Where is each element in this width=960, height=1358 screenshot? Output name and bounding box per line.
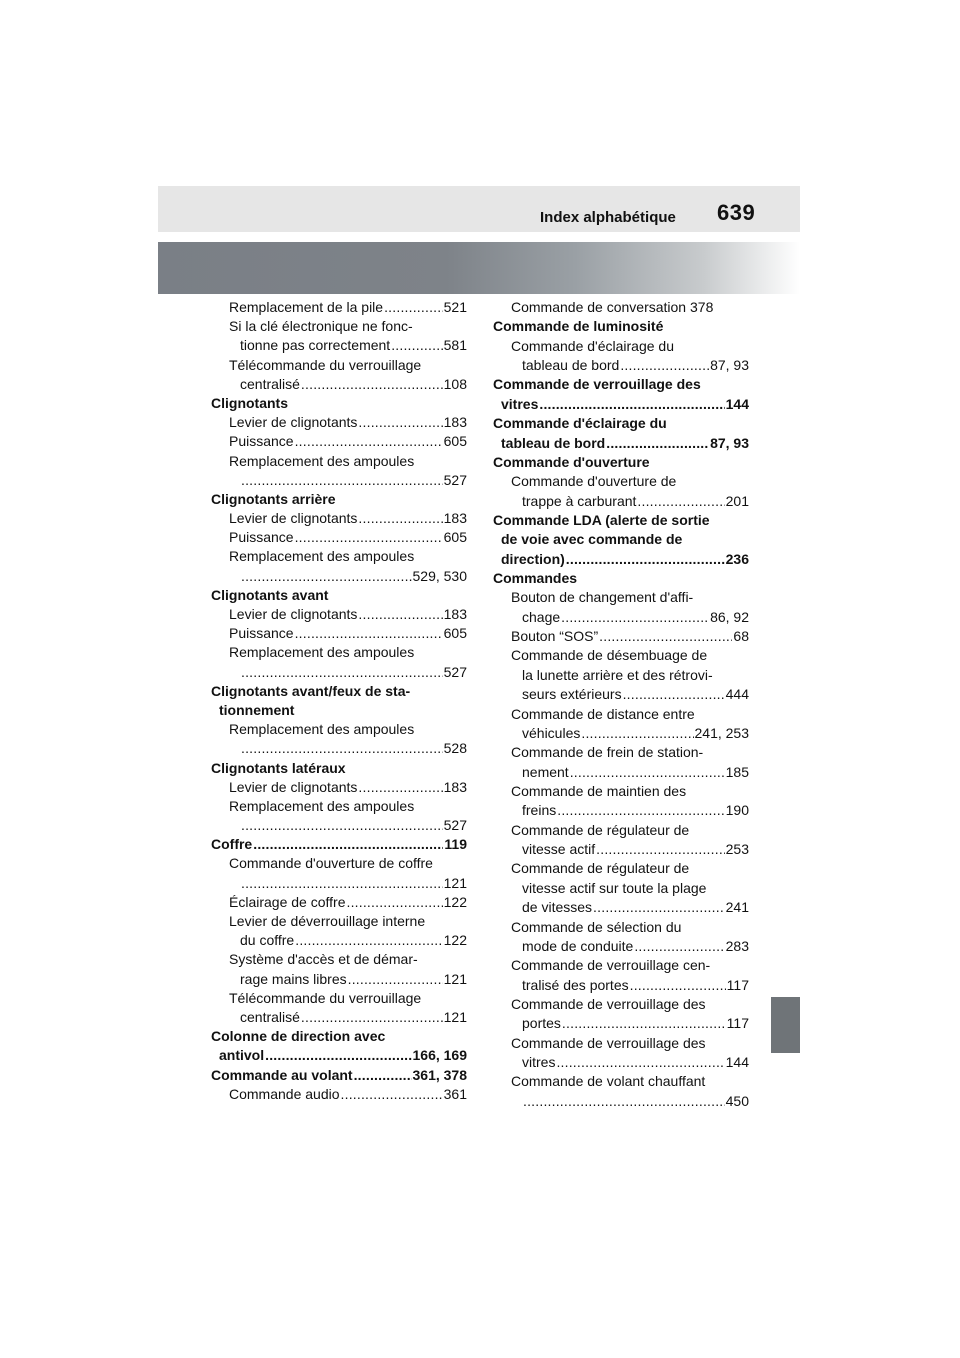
index-page-ref: 527 <box>443 663 467 680</box>
index-entry <box>493 937 749 956</box>
index-entry <box>493 666 749 685</box>
index-entry <box>211 452 467 471</box>
index-entry <box>211 528 467 547</box>
index-entry-text: seurs extérieurs <box>522 686 622 703</box>
index-entry-text: Bouton “SOS” <box>511 628 599 645</box>
index-page-ref: 87, 93 <box>710 434 749 451</box>
index-entry-text: Commande de conversation <box>511 299 687 315</box>
index-entry-text: Commande d'ouverture <box>493 453 650 470</box>
index-page-ref: 121 <box>443 970 467 987</box>
dot-leader <box>358 605 442 624</box>
index-entry-text: Bouton de changement d'affi- <box>511 589 694 606</box>
dot-leader <box>634 937 724 956</box>
index-entry-text: mode de conduite <box>522 937 634 954</box>
index-entry-text: Remplacement des ampoules <box>229 797 415 814</box>
dot-leader <box>265 1046 411 1065</box>
index-entry <box>493 646 749 665</box>
index-page-ref: 253 <box>725 841 749 858</box>
dot-leader <box>637 492 724 511</box>
page-title: Index alphabétique <box>540 209 676 226</box>
dot-leader <box>596 840 725 859</box>
dot-leader <box>562 1014 726 1033</box>
index-entry-text: Commande d'ouverture de coffre <box>229 855 433 872</box>
index-entry <box>211 624 467 643</box>
index-entry-text: portes <box>522 1015 561 1032</box>
index-entry-text: Levier de clignotants <box>229 778 358 795</box>
index-entry-text: Système d'accès et de démar- <box>229 951 418 968</box>
index-entry <box>493 356 749 375</box>
index-entry <box>211 490 467 509</box>
index-entry-text: vitesse actif <box>522 841 596 858</box>
header-band <box>158 186 800 232</box>
index-entry-text: Levier de déverrouillage interne <box>229 913 426 929</box>
index-entry-text: de voie avec commande de <box>501 531 683 548</box>
index-entry <box>493 763 749 782</box>
index-entry-text: Remplacement des ampoules <box>229 644 415 661</box>
index-page-ref: 190 <box>725 802 749 819</box>
index-entry-text: Commande LDA (alerte de sortie <box>493 511 710 528</box>
index-page-ref: 201 <box>725 492 749 509</box>
index-page-ref: 283 <box>725 937 749 954</box>
index-entry <box>211 778 467 797</box>
index-entry <box>493 918 749 937</box>
index-entry <box>493 337 749 356</box>
dot-leader <box>561 608 709 627</box>
dot-leader <box>630 976 726 995</box>
index-entry-text: Remplacement des ampoules <box>229 721 415 738</box>
index-entry-text: Coffre <box>211 836 253 853</box>
index-entry-text: Commande de verrouillage des <box>493 376 701 393</box>
index-entry <box>493 434 749 453</box>
index-entry-text: Commande de désembuage de <box>511 647 708 664</box>
index-entry <box>493 724 749 743</box>
index-entry <box>211 701 467 720</box>
index-entry-text: Commande au volant <box>211 1066 353 1083</box>
index-entry <box>493 1092 749 1111</box>
section-thumb-tab <box>771 997 800 1053</box>
index-entry-text: Levier de clignotants <box>229 414 358 431</box>
index-entry <box>493 879 749 898</box>
index-entry-text: vitres <box>522 1054 556 1071</box>
index-entry <box>493 821 749 840</box>
dot-leader <box>557 801 724 820</box>
dot-leader <box>556 1053 724 1072</box>
index-entry <box>211 356 467 375</box>
dot-leader <box>384 298 443 317</box>
index-entry-text: Télécommande du verrouillage <box>229 989 422 1006</box>
index-entry-text: Commande de frein de station- <box>511 744 704 761</box>
dot-leader <box>358 778 442 797</box>
index-entry-text: Commande d'ouverture de <box>511 473 677 490</box>
section-banner <box>158 242 800 294</box>
index-entry-text: Clignotants <box>211 394 288 411</box>
dot-leader <box>354 1066 412 1085</box>
index-entry-text: Puissance <box>229 625 294 642</box>
index-entry <box>211 720 467 739</box>
index-entry <box>211 509 467 528</box>
index-page-ref: 529, 530 <box>412 567 467 584</box>
index-entry <box>211 317 467 336</box>
index-page-ref: 605 <box>443 433 467 450</box>
index-entry <box>211 835 467 854</box>
index-entry-text: Commande de verrouillage cen- <box>511 957 711 974</box>
index-entry-text: antivol <box>219 1047 265 1064</box>
index-entry-text: Éclairage de coffre <box>229 893 346 910</box>
index-entry <box>211 567 467 586</box>
index-entry <box>211 854 467 873</box>
dot-leader <box>241 874 443 893</box>
index-entry-text: direction) <box>501 550 565 567</box>
index-entry <box>493 705 749 724</box>
index-entry-text: Commande de maintien des <box>511 782 687 799</box>
index-entry-text: Colonne de direction avec <box>211 1028 386 1045</box>
index-entry <box>493 840 749 859</box>
page-number: 639 <box>717 200 756 225</box>
index-entry <box>493 1014 749 1033</box>
index-entry-text: Clignotants latéraux <box>211 759 346 776</box>
index-entry <box>493 1072 749 1091</box>
dot-leader <box>301 375 443 394</box>
index-entry-text: tableau de bord <box>522 357 620 374</box>
index-entry <box>211 375 467 394</box>
index-page-ref: 183 <box>443 510 467 527</box>
dot-leader <box>581 724 693 743</box>
index-entry-text: Commande de régulateur de <box>511 860 690 877</box>
dot-leader <box>241 739 443 758</box>
index-page-ref: 183 <box>443 606 467 622</box>
dot-leader <box>539 395 724 414</box>
dot-leader <box>566 550 725 569</box>
index-page-ref: 144 <box>725 1054 749 1071</box>
index-entry-text: tralisé des portes <box>522 976 629 993</box>
index-page-ref: 527 <box>443 471 467 488</box>
index-entry <box>211 912 467 931</box>
index-entry <box>493 588 749 607</box>
index-page-ref: 361, 378 <box>412 1066 467 1083</box>
index-page-ref: 361 <box>443 1085 467 1102</box>
dot-leader <box>348 970 443 989</box>
dot-leader <box>295 624 443 643</box>
index-entry <box>211 682 467 701</box>
index-entry <box>211 605 467 624</box>
index-entry-text: Commande d'éclairage du <box>493 415 667 432</box>
index-page-ref: 444 <box>725 686 749 703</box>
index-entry-text: tableau de bord <box>501 434 606 451</box>
index-entry-text: Clignotants arrière <box>211 490 336 507</box>
index-entry-text: tionne pas correctement <box>240 337 391 354</box>
dot-leader <box>341 1085 443 1104</box>
index-entry-text: véhicules <box>522 724 581 741</box>
index-entry <box>493 801 749 820</box>
index-entry <box>493 530 749 549</box>
index-entry-text: Remplacement de la pile <box>229 299 384 315</box>
index-entry <box>493 492 749 511</box>
index-entry <box>211 394 467 413</box>
index-entry-text: Commande d'éclairage du <box>511 337 674 354</box>
index-entry-text: freins <box>522 802 557 819</box>
index-page-ref: 86, 92 <box>710 608 749 625</box>
index-page-ref: 185 <box>725 763 749 780</box>
dot-leader <box>295 931 442 950</box>
index-entry-text: rage mains libres <box>240 970 347 987</box>
index-entry-text: Levier de clignotants <box>229 510 358 527</box>
index-column-right <box>493 298 749 1111</box>
index-page-ref: 122 <box>443 932 467 949</box>
dot-leader <box>241 471 443 490</box>
index-entry-text: centralisé <box>240 1008 300 1025</box>
dot-leader <box>623 685 725 704</box>
index-entry-text: centralisé <box>240 375 300 392</box>
index-page-ref: 166, 169 <box>412 1047 467 1064</box>
index-entry <box>211 336 467 355</box>
index-entry-text: chage <box>522 608 561 625</box>
index-entry <box>211 663 467 682</box>
index-entry <box>211 643 467 662</box>
index-entry <box>493 414 749 433</box>
index-page-ref: 121 <box>443 874 467 891</box>
index-entry-text: Commande de régulateur de <box>511 821 690 838</box>
index-page-ref: 581 <box>443 337 467 354</box>
index-entry <box>493 743 749 762</box>
index-entry-text: du coffre <box>240 932 295 949</box>
index-entry-text: de vitesses <box>522 899 593 916</box>
index-page-ref: 119 <box>444 836 467 853</box>
index-entry-text: Commande de distance entre <box>511 705 695 722</box>
dot-leader <box>346 893 442 912</box>
index-page-ref: 236 <box>725 550 749 567</box>
index-entry <box>493 995 749 1014</box>
dot-leader <box>620 356 709 375</box>
index-page-ref: 378 <box>690 299 714 315</box>
index-entry <box>493 453 749 472</box>
index-entry <box>211 1046 467 1065</box>
index-entry <box>493 472 749 491</box>
index-entry <box>493 395 749 414</box>
index-entry <box>211 989 467 1008</box>
index-entry-text: trappe à carburant <box>522 492 637 509</box>
index-entry <box>493 898 749 917</box>
index-entry <box>211 816 467 835</box>
index-entry-text: Clignotants avant/feux de sta- <box>211 682 411 699</box>
index-entry <box>211 413 467 432</box>
index-entry <box>493 550 749 569</box>
index-entry-text: Commande de volant chauffant <box>511 1073 706 1090</box>
dot-leader <box>570 763 725 782</box>
index-entry-text: la lunette arrière et des rétrovi- <box>522 666 713 683</box>
index-entry-text: vitesse actif sur toute la plage <box>522 879 707 896</box>
dot-leader <box>241 816 443 835</box>
index-page-ref: 68 <box>733 628 749 645</box>
index-entry-text: Commande de verrouillage des <box>511 1034 706 1051</box>
dot-leader <box>301 1008 443 1027</box>
index-entry <box>211 797 467 816</box>
index-page-ref: 108 <box>443 375 467 392</box>
index-entry-text: Si la clé électronique ne fonc- <box>229 318 413 335</box>
index-entry <box>211 471 467 490</box>
index-entry-text: Remplacement des ampoules <box>229 452 415 469</box>
index-entry-text: Commande audio <box>229 1085 340 1102</box>
index-page-ref: 117 <box>726 1015 749 1032</box>
index-page-ref: 183 <box>443 414 467 431</box>
index-entry-text: Télécommande du verrouillage <box>229 356 422 373</box>
index-entry <box>211 1066 467 1085</box>
index-entry <box>493 859 749 878</box>
index-page-ref: 117 <box>726 976 749 993</box>
index-page-ref: 144 <box>725 395 749 412</box>
dot-leader <box>253 835 443 854</box>
index-entry-text: nement <box>522 763 569 780</box>
index-page-ref: 241, 253 <box>694 724 749 741</box>
index-entry <box>211 759 467 778</box>
dot-leader <box>593 898 725 917</box>
index-entry-text: Puissance <box>229 433 294 450</box>
index-entry <box>493 685 749 704</box>
index-entry <box>211 298 467 317</box>
index-entry <box>211 1027 467 1046</box>
index-entry <box>211 874 467 893</box>
index-entry-text: Remplacement des ampoules <box>229 548 415 565</box>
index-entry <box>493 627 749 646</box>
index-page-ref: 528 <box>443 740 467 757</box>
index-entry-text: Levier de clignotants <box>229 606 358 622</box>
index-entry <box>493 375 749 394</box>
index-entry-text: Commande de verrouillage des <box>511 995 706 1012</box>
index-entry <box>211 970 467 989</box>
index-entry <box>493 511 749 530</box>
index-entry <box>493 569 749 588</box>
index-entry <box>211 1085 467 1104</box>
index-entry-text: Commande de luminosité <box>493 318 664 335</box>
index-entry <box>211 1008 467 1027</box>
index-entry <box>493 317 749 336</box>
index-page-ref: 122 <box>443 893 467 910</box>
index-page-ref: 605 <box>443 529 467 546</box>
index-entry <box>493 298 749 317</box>
index-entry-text: vitres <box>501 395 539 412</box>
index-page-ref: 527 <box>443 817 467 834</box>
index-page-ref: 183 <box>443 778 467 795</box>
index-entry-text: Commandes <box>493 570 578 587</box>
index-page-ref: 241 <box>725 899 749 916</box>
dot-leader <box>599 627 732 646</box>
dot-leader <box>295 432 443 451</box>
index-page-ref: 121 <box>443 1008 467 1025</box>
index-entry-text: Commande de sélection du <box>511 918 682 935</box>
index-entry-text: tionnement <box>219 701 295 718</box>
index-entry <box>211 739 467 758</box>
index-entry-text: Puissance <box>229 529 294 546</box>
index-entry <box>211 547 467 566</box>
dot-leader <box>358 509 442 528</box>
index-entry <box>493 1053 749 1072</box>
index-entry <box>493 782 749 801</box>
index-page-ref: 521 <box>443 299 467 315</box>
dot-leader <box>391 336 442 355</box>
index-entry <box>493 1034 749 1053</box>
index-entry <box>493 976 749 995</box>
index-page-ref: 450 <box>725 1092 749 1109</box>
index-entry <box>211 586 467 605</box>
index-entry-text: Clignotants avant <box>211 586 329 603</box>
dot-leader <box>523 1092 725 1111</box>
index-entry <box>211 432 467 451</box>
index-entry <box>493 956 749 975</box>
index-entry <box>211 931 467 950</box>
dot-leader <box>606 434 709 453</box>
dot-leader <box>241 663 443 682</box>
dot-leader <box>358 413 442 432</box>
index-entry <box>493 608 749 627</box>
index-entry <box>211 950 467 969</box>
dot-leader <box>295 528 443 547</box>
dot-leader <box>241 567 412 586</box>
index-entry <box>211 893 467 912</box>
index-page-ref: 87, 93 <box>710 357 749 374</box>
index-column-left <box>211 298 467 1104</box>
index-page-ref: 605 <box>443 625 467 642</box>
